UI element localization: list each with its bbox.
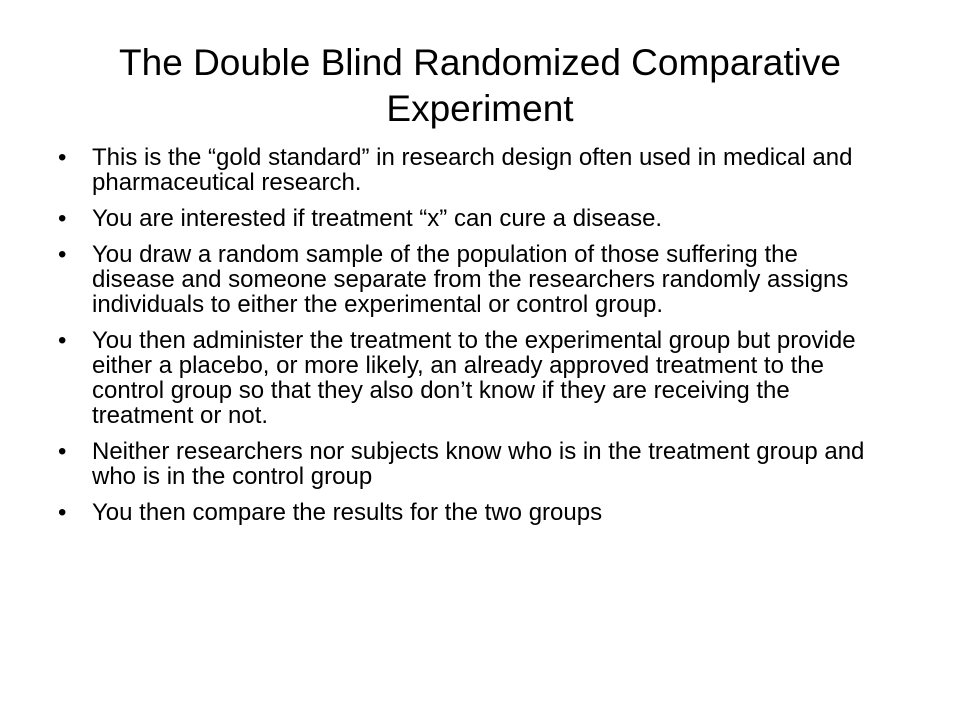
bullet-item bbox=[58, 500, 878, 525]
bullet-item bbox=[58, 206, 878, 231]
bullet-item bbox=[58, 328, 878, 428]
bullet-text: This is the “gold standard” in research design often used in medical and pharmaceutical research. bbox=[92, 144, 853, 196]
bullet-item bbox=[58, 439, 878, 489]
bullet-dot-icon: • bbox=[58, 499, 67, 526]
bullet-list bbox=[58, 145, 878, 536]
bullet-dot-icon: • bbox=[58, 144, 67, 171]
bullet-item bbox=[58, 242, 878, 317]
bullet-dot-icon: • bbox=[58, 438, 67, 465]
bullet-dot-icon: • bbox=[58, 205, 67, 232]
bullet-text: Neither researchers nor subjects know who is in the treatment group and who is in the control group bbox=[92, 438, 865, 490]
bullet-text: You are interested if treatment “x” can cure a disease. bbox=[92, 205, 663, 232]
bullet-text: You then administer the treatment to the experimental group but provide either a placebo, or more likely, an already approved treatment to the control group so that they also don’t know if they are receiving the treatment or not. bbox=[92, 327, 856, 429]
bullet-text: You then compare the results for the two groups bbox=[92, 499, 603, 526]
slide-title: The Double Blind Randomized Comparative Experiment bbox=[119, 42, 841, 129]
bullet-item bbox=[58, 145, 878, 195]
bullet-dot-icon: • bbox=[58, 241, 67, 268]
bullet-dot-icon: • bbox=[58, 327, 67, 354]
bullet-text: You draw a random sample of the population of those suffering the disease and someone separate from the researchers randomly assigns individuals to either the experimental or control group. bbox=[92, 241, 849, 318]
